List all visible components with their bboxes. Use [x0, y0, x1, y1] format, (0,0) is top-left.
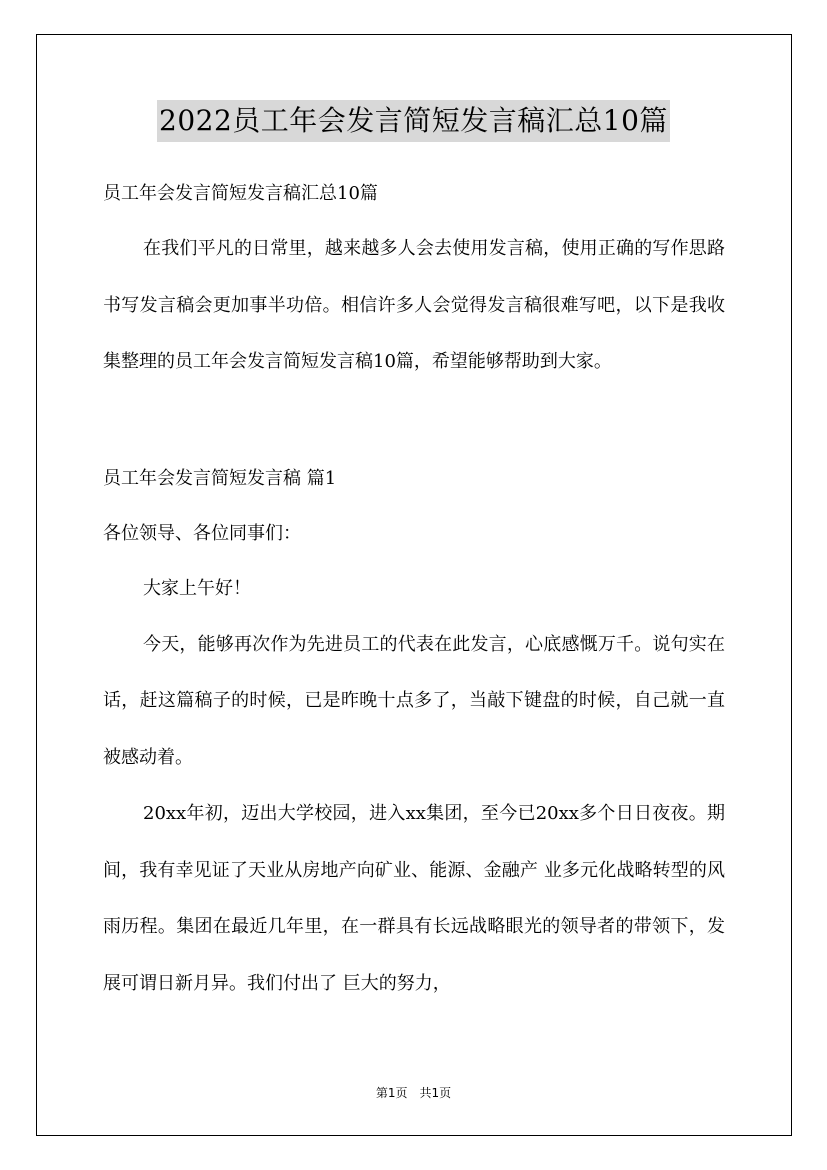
title-container	[0, 100, 827, 142]
greeting: 大家上午好！	[143, 577, 251, 599]
section-heading: 员工年会发言简短发言稿 篇1	[103, 467, 337, 489]
document-title: 2022员工年会发言简短发言稿汇总10篇	[157, 100, 670, 142]
body-paragraph-2: 20xx年初，迈出大学校园，进入xx集团，至今已20xx多个日日夜夜。期间，我有幸见证了天业从房地产向矿业、能源、金融产 业多元化战略转型的风雨历程。集团在最近几年里，在一群具有长远战略眼光的领导者的带领下，发展可谓日新月异。我们付出了 巨大的努力，	[103, 803, 725, 994]
section-spacer	[103, 391, 725, 451]
intro-paragraph: 在我们平凡的日常里，越来越多人会去使用发言稿，使用正确的写作思路书写发言稿会更加事半功倍。相信许多人会觉得发言稿很难写吧，以下是我收集整理的员工年会发言简短发言稿10篇，希望能够帮助到大家。	[103, 238, 725, 372]
document-body	[103, 166, 725, 1012]
salutation: 各位领导、各位同事们：	[103, 522, 301, 544]
document-subtitle: 员工年会发言简短发言稿汇总10篇	[103, 183, 378, 204]
body-paragraph-1: 今天，能够再次作为先进员工的代表在此发言，心底感慨万千。说句实在话，赶这篇稿子的时候，已是昨晚十点多了，当敲下键盘的时候，自己就一直被感动着。	[103, 633, 725, 768]
page-footer: 第1页 共1页	[375, 1086, 452, 1100]
